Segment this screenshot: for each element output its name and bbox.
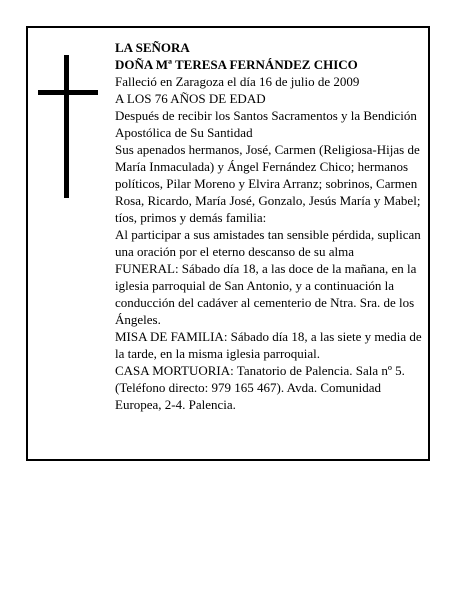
funeral-paragraph: FUNERAL: Sábado día 18, a las doce de la mañana, en la iglesia parroquial de San Antonio, y a continuación la conducción del cadáver al cementerio de Ntra. Sra. de los Ángeles. bbox=[115, 261, 417, 327]
mortuary-paragraph: CASA MORTUORIA: Tanatorio de Palencia. Sala nº 5. (Teléfono directo: 979 165 467). Avda. Comunidad Europea, 2-4. Palencia. bbox=[115, 363, 405, 412]
death-line: Falleció en Zaragoza el día 16 de julio de 2009 bbox=[115, 74, 360, 89]
request-paragraph: Al participar a sus amistades tan sensible pérdida, suplican una oración por el eterno descanso de su alma bbox=[115, 227, 421, 259]
family-mass-paragraph: MISA DE FAMILIA: Sábado día 18, a las siete y media de la tarde, en la misma iglesia parroquial. bbox=[115, 329, 422, 361]
family-paragraph: Sus apenados hermanos, José, Carmen (Religiosa-Hijas de María Inmaculada) y Ángel Fernández Chico; hermanos políticos, Pilar Moreno y Elvira Arranz; sobrinos, Carmen Rosa, Ricardo, María José, Gonzalo, Jesús María y Mabel; tíos, primos y demás familia: bbox=[115, 142, 421, 225]
notice-title: LA SEÑORA bbox=[115, 40, 190, 55]
age-line: A LOS 76 AÑOS DE EDAD bbox=[115, 91, 266, 106]
latin-cross-icon bbox=[38, 55, 98, 198]
notice-text bbox=[115, 39, 425, 413]
cross-vertical-bar bbox=[64, 55, 69, 198]
deceased-name: DOÑA Mª TERESA FERNÁNDEZ CHICO bbox=[115, 57, 358, 72]
sacraments-paragraph: Después de recibir los Santos Sacramentos y la Bendición Apostólica de Su Santidad bbox=[115, 108, 417, 140]
obituary-notice bbox=[26, 26, 430, 461]
cross-horizontal-bar bbox=[38, 90, 98, 95]
